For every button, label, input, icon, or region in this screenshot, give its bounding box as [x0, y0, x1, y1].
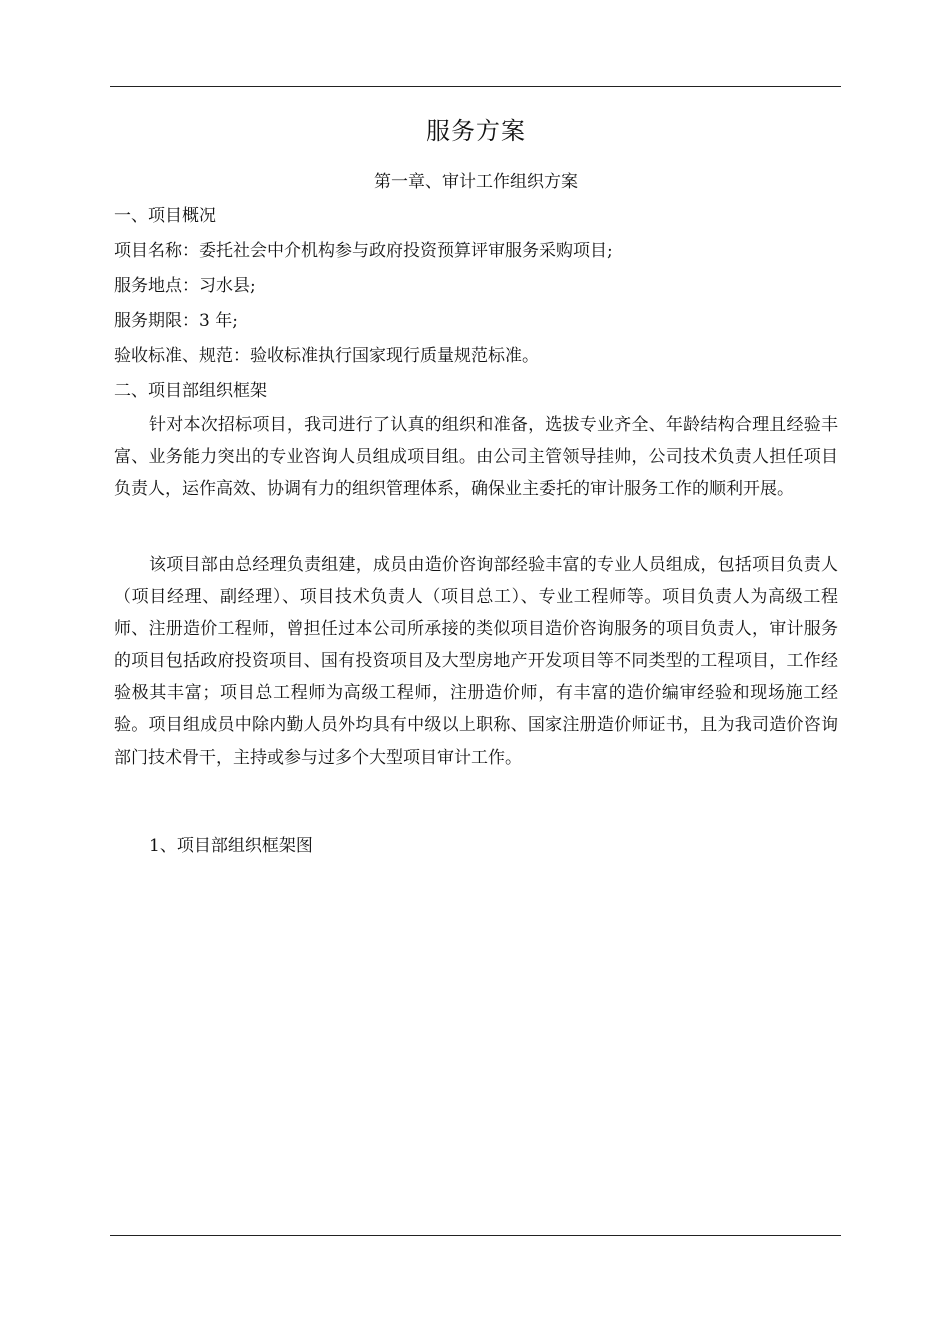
section-heading-overview: 一、项目概况 [114, 206, 216, 226]
subheading-org-chart: 1、项目部组织框架图 [149, 836, 313, 856]
document-title: 服务方案 [426, 117, 526, 145]
project-name-line: 项目名称：委托社会中介机构参与政府投资预算评审服务采购项目; [114, 241, 613, 261]
header-rule [110, 86, 841, 87]
service-period-line: 服务期限：3 年; [114, 311, 238, 331]
service-location-line: 服务地点：习水县; [114, 276, 256, 296]
chapter-title: 第一章、审计工作组织方案 [374, 172, 578, 192]
section-heading-organization: 二、项目部组织框架 [114, 381, 267, 401]
acceptance-standard-line: 验收标准、规范：验收标准执行国家现行质量规范标准。 [114, 346, 539, 366]
footer-rule [110, 1235, 841, 1236]
paragraph-team-selection: 针对本次招标项目，我司进行了认真的组织和准备，选拔专业齐全、年龄结构合理且经验丰富、业务能力突出的专业咨询人员组成项目组。由公司主管领导挂帅，公司技术负责人担任项目负责人，运作高效、协调有力的组织管理体系，确保业主委托的审计服务工作的顺利开展。 [114, 415, 838, 500]
paragraph-team-composition: 该项目部由总经理负责组建，成员由造价咨询部经验丰富的专业人员组成，包括项目负责人（项目经理、副经理）、项目技术负责人（项目总工）、专业工程师等。项目负责人为高级工程师、注册造价工程师，曾担任过本公司所承接的类似项目造价咨询服务的项目负责人，审计服务的项目包括政府投资项目、国有投资项目及大型房地产开发项目等不同类型的工程项目，工作经验极其丰富；项目总工程师为高级工程师，注册造价师，有丰富的造价编审经验和现场施工经验。项目组成员中除内勤人员外均具有中级以上职称、国家注册造价师证书，且为我司造价咨询部门技术骨干，主持或参与过多个大型项目审计工作。 [114, 555, 838, 768]
